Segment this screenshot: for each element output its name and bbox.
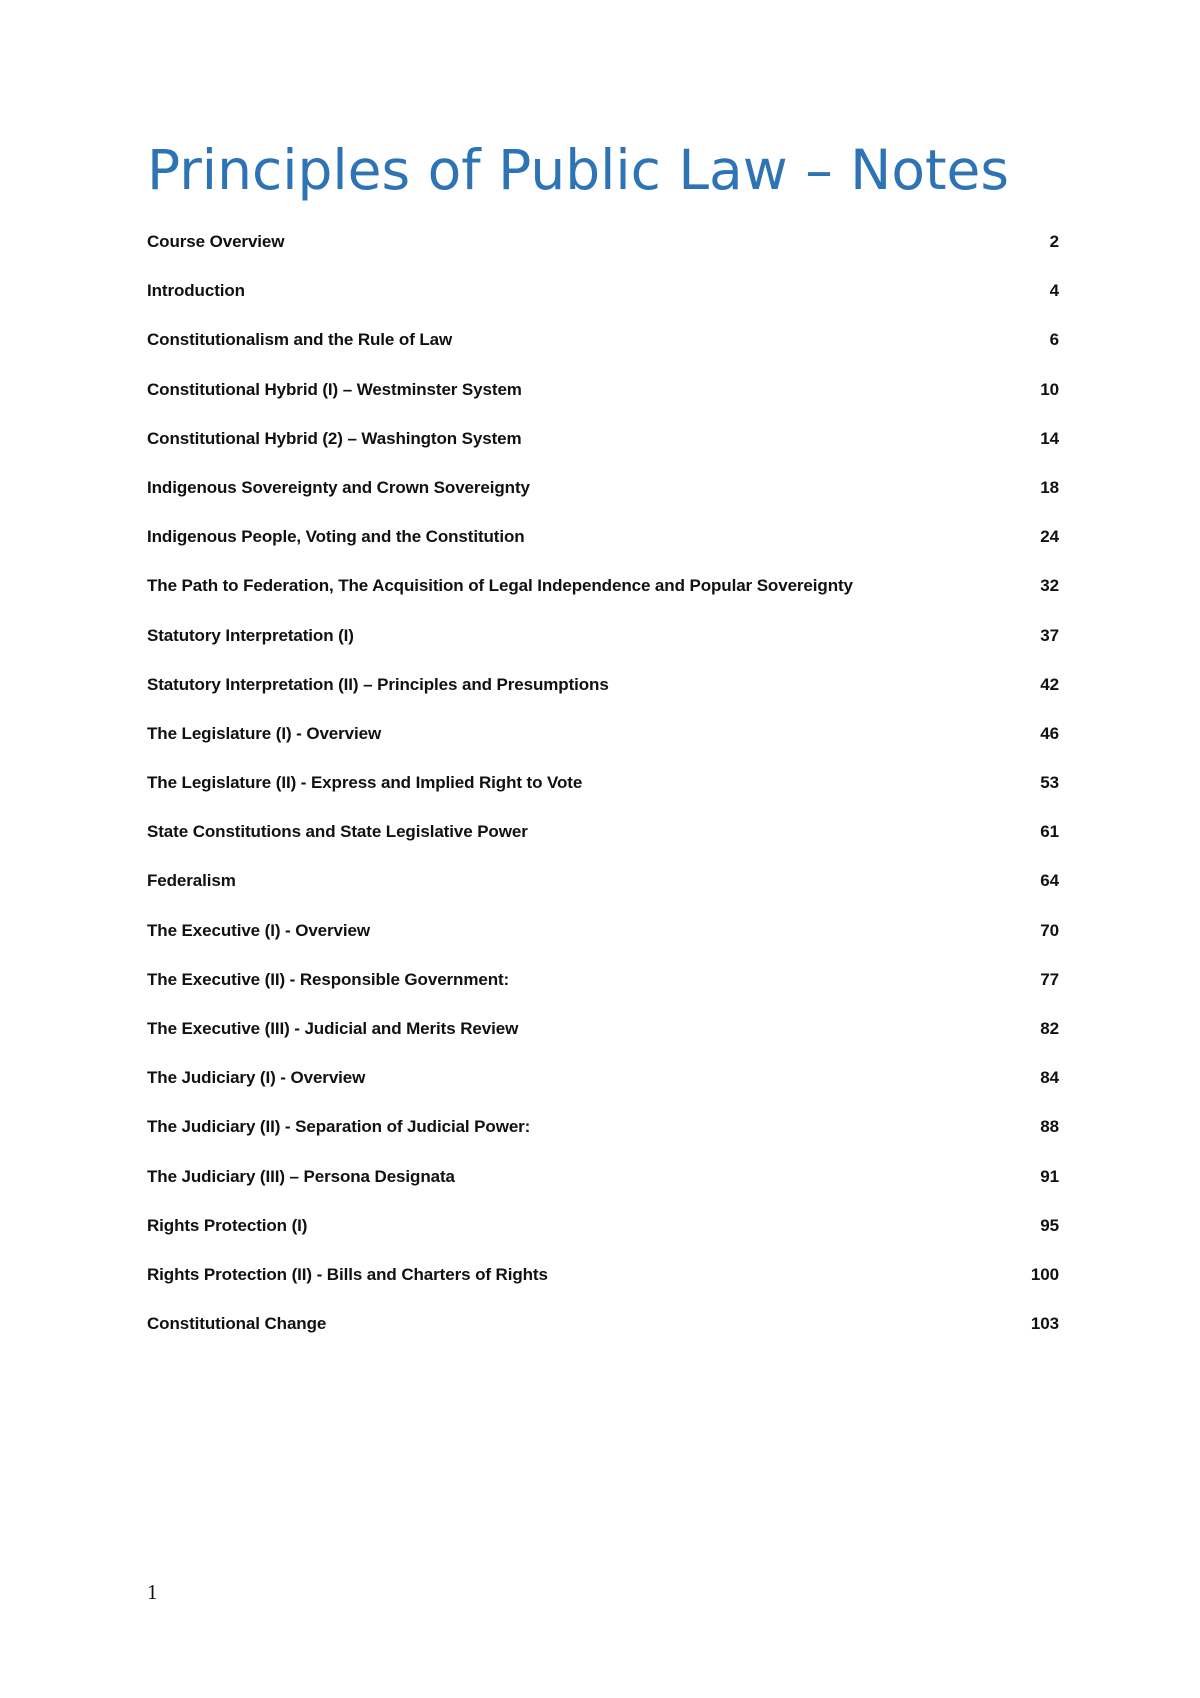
toc-entry[interactable]	[147, 626, 1059, 675]
toc-entry-title[interactable]: Constitutional Hybrid (2) – Washington System	[147, 428, 522, 448]
toc-entry[interactable]	[147, 1314, 1059, 1363]
toc-entry-page-number[interactable]: 37	[1040, 625, 1059, 645]
toc-entry-page-number[interactable]: 4	[1049, 281, 1059, 301]
toc-entry-title[interactable]: The Path to Federation, The Acquisition of Legal Independence and Popular Sovereignty	[147, 576, 853, 596]
toc-entry-page-number[interactable]: 14	[1040, 428, 1059, 448]
toc-entry-title[interactable]: The Legislature (I) - Overview	[147, 723, 382, 743]
toc-entry[interactable]	[147, 1019, 1059, 1068]
toc-entry-title[interactable]: The Judiciary (III) – Persona Designata	[147, 1166, 455, 1186]
toc-entry-page-number[interactable]: 46	[1040, 723, 1059, 743]
toc-entry-page-number[interactable]: 64	[1040, 871, 1059, 891]
table-of-contents	[147, 232, 1059, 1363]
toc-entry[interactable]	[147, 330, 1059, 379]
toc-entry-title[interactable]: Rights Protection (I)	[147, 1215, 308, 1235]
document-title: Principles of Public Law – Notes	[147, 138, 1010, 202]
page-number: 1	[147, 1580, 158, 1604]
toc-entry[interactable]	[147, 232, 1059, 281]
toc-entry-page-number[interactable]: 32	[1040, 576, 1059, 596]
toc-entry-title[interactable]: Introduction	[147, 281, 245, 301]
toc-entry-page-number[interactable]: 82	[1040, 1019, 1059, 1038]
toc-entry-page-number[interactable]: 84	[1040, 1068, 1059, 1088]
toc-entry-page-number[interactable]: 100	[1030, 1264, 1059, 1284]
toc-entry-title[interactable]: The Legislature (II) - Express and Implied Right to Vote	[147, 773, 583, 793]
toc-entry-title[interactable]: Constitutional Hybrid (I) – Westminster System	[147, 379, 522, 399]
toc-entry-title[interactable]: State Constitutions and State Legislative Power	[147, 822, 528, 842]
toc-entry[interactable]	[147, 1216, 1059, 1265]
toc-entry-page-number[interactable]: 6	[1049, 330, 1059, 350]
toc-entry[interactable]	[147, 1068, 1059, 1117]
toc-entry-page-number[interactable]: 91	[1040, 1166, 1059, 1186]
toc-entry[interactable]	[147, 822, 1059, 871]
toc-entry[interactable]	[147, 724, 1059, 773]
toc-entry[interactable]	[147, 921, 1059, 970]
toc-entry-title[interactable]: Statutory Interpretation (II) – Principles and Presumptions	[147, 674, 609, 694]
toc-entry-page-number[interactable]: 88	[1040, 1117, 1059, 1137]
toc-entry[interactable]	[147, 675, 1059, 724]
toc-entry[interactable]	[147, 773, 1059, 822]
toc-entry[interactable]	[147, 871, 1059, 920]
toc-entry-page-number[interactable]: 53	[1040, 773, 1059, 793]
toc-entry-title[interactable]: The Executive (I) - Overview	[147, 920, 371, 940]
toc-entry-page-number[interactable]: 24	[1040, 527, 1059, 547]
toc-entry-title[interactable]: Constitutional Change	[147, 1314, 327, 1334]
toc-entry[interactable]	[147, 1167, 1059, 1216]
toc-entry-title[interactable]: The Judiciary (I) - Overview	[147, 1068, 366, 1088]
toc-entry-page-number[interactable]: 2	[1049, 232, 1059, 251]
toc-entry-title[interactable]: Federalism	[147, 871, 236, 891]
toc-entry-title[interactable]: Course Overview	[147, 232, 285, 251]
toc-entry[interactable]	[147, 1265, 1059, 1314]
toc-entry[interactable]	[147, 478, 1059, 527]
toc-entry-page-number[interactable]: 61	[1040, 822, 1059, 842]
toc-entry-title[interactable]: Indigenous Sovereignty and Crown Sovereignty	[147, 477, 530, 497]
toc-entry-page-number[interactable]: 77	[1040, 969, 1059, 989]
toc-entry-title[interactable]: The Executive (II) - Responsible Government:	[147, 969, 510, 989]
toc-entry-title[interactable]: Statutory Interpretation (I)	[147, 625, 354, 645]
toc-entry-page-number[interactable]: 42	[1040, 674, 1059, 694]
toc-entry-title[interactable]: Constitutionalism and the Rule of Law	[147, 330, 453, 350]
toc-entry-title[interactable]: The Executive (III) - Judicial and Merits Review	[147, 1019, 519, 1038]
toc-entry-page-number[interactable]: 70	[1040, 920, 1059, 940]
toc-entry-title[interactable]: Indigenous People, Voting and the Constitution	[147, 527, 525, 547]
toc-entry-title[interactable]: The Judiciary (II) - Separation of Judicial Power:	[147, 1117, 531, 1137]
toc-entry-page-number[interactable]: 103	[1030, 1314, 1059, 1334]
toc-entry-page-number[interactable]: 95	[1040, 1215, 1059, 1235]
toc-entry[interactable]	[147, 527, 1059, 576]
toc-entry-page-number[interactable]: 10	[1040, 379, 1059, 399]
toc-entry[interactable]	[147, 576, 1059, 625]
toc-entry[interactable]	[147, 281, 1059, 330]
toc-entry[interactable]	[147, 970, 1059, 1019]
toc-entry-page-number[interactable]: 18	[1040, 477, 1059, 497]
toc-entry[interactable]	[147, 1117, 1059, 1166]
toc-entry[interactable]	[147, 380, 1059, 429]
toc-entry[interactable]	[147, 429, 1059, 478]
toc-entry-title[interactable]: Rights Protection (II) - Bills and Charters of Rights	[147, 1264, 548, 1284]
